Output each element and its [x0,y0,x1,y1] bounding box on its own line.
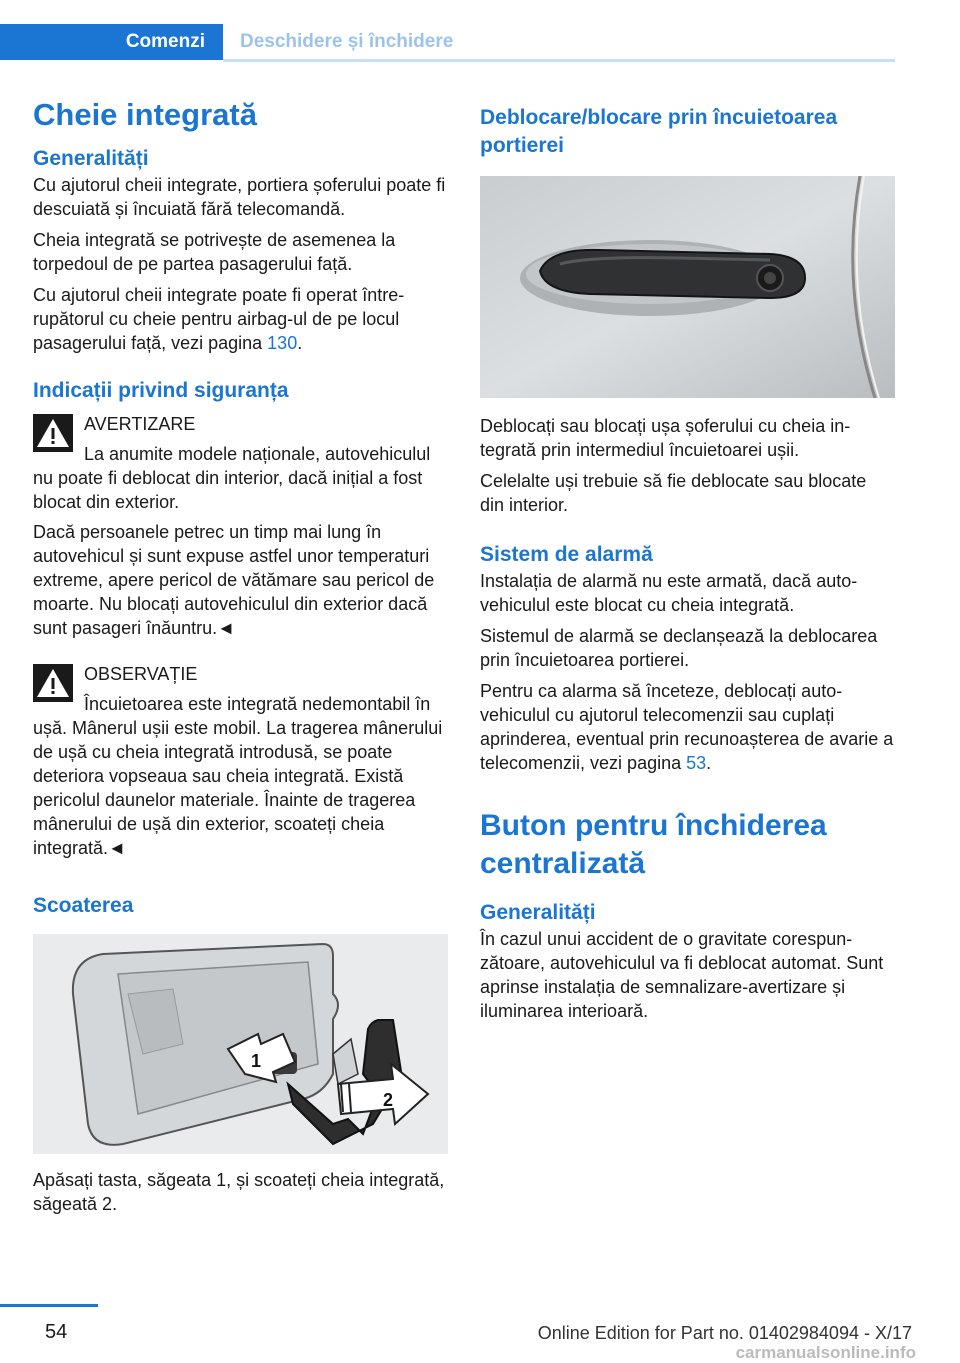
paragraph: Cu ajutorul cheii integrate poate fi operat întrerupătorul cu cheie pentru airbag-ul de pe locul pasagerului față, vezi pagina 130. [33,285,405,353]
left-column [33,96,448,1216]
page-number: 54 [45,1321,68,1343]
paragraph: Cheia integrată se potrivește de asemenea la torpedoul de pe partea pasagerului față. [33,230,396,274]
right-column [480,96,895,1023]
warning-text: La anumite modele naționale, autovehiculul nu poate fi deblocat din interior, dacă inițial a fost blocat din exterior. [33,444,431,512]
watermark: carmanualsonline.info [735,1343,916,1362]
note-text: Încuietoarea este integrată nedemontabil în ușă. Mânerul ușii este mobil. La tragerea mânerului de ușă cu cheia integrată introdusă, se poate deteriora vopseaua sau cheia integrată. Există pericolul daunelor materiale. Înainte de tragerea mânerului de ușă din exterior, scoateți cheia integrată.◄ [33,694,443,858]
warning-block [33,412,448,514]
heading-safety: Indicații privind siguranța [33,379,289,402]
door-handle-photo [480,176,895,398]
paragraph: Sistemul de alarmă se declanșează la deblocarea prin încuietoarea portierei. [480,626,878,670]
arrow-1-label: 1 [251,1051,262,1071]
paragraph: Instalația de alarmă nu este armată, dacă autovehiculul este blocat cu cheia integrată. [480,571,858,615]
heading-door-lock: Deblocare/blocare prin încuietoarea portierei [480,106,838,157]
paragraph: În cazul unui accident de o gravitate corespunzătoare, autovehiculul va fi deblocat automat. Sunt aprinse instalația de semnalizare-avertizare și iluminarea interioară. [480,929,884,1021]
heading-alarm: Sistem de alarmă [480,543,653,566]
tab-comenzi[interactable]: Comenzi [0,24,223,60]
note-label: OBSERVAȚIE [84,664,198,684]
warning-text: Dacă persoanele petrec un timp mai lung în autovehicul și sunt expuse astfel unor temperaturi extreme, apere pericol de vătămare sau pericol de moarte. Nu blocați autovehiculul din exterior dacă sunt pasageri înăuntru.◄ [33,522,435,638]
edition-note: Online Edition for Part no. 01402984094 - X/17 [537,1323,912,1343]
illustration-caption: Apăsați tasta, săgeata 1, și scoateți cheia integrată, săgeată 2. [33,1170,445,1214]
footer-rule [0,1304,98,1307]
paragraph: Celelalte uși trebuie să fie deblocate sau blocate din interior. [480,471,867,515]
note-block [33,662,448,860]
paragraph: Deblocați sau blocați ușa șoferului cu cheia integrată prin intermediul încuietoarei ușii. [480,416,851,460]
warning-icon [33,414,73,452]
tab-divider [223,59,895,62]
page-link-130[interactable]: 130 [267,333,298,353]
arrow-2-label: 2 [383,1090,394,1110]
heading-generalities: Generalități [480,901,596,924]
paragraph: Cu ajutorul cheii integrate, portiera șoferului poate fi descuiată și încuiată fără telecomandă. [33,175,446,219]
page-link-53[interactable]: 53 [686,753,707,773]
section-title-integrated-key: Cheie integrată [33,97,257,132]
key-removal-illustration [33,934,448,1154]
section-title-central-lock: Buton pentru închiderea centralizată [480,809,827,880]
tab-deschidere[interactable]: Deschidere și închidere [240,31,454,52]
paragraph: Pentru ca alarma să înceteze, deblocați autovehiculul cu ajutorul telecomenzii sau cuplați aprinderea, eventual prin recunoașterea de avarie a telecomenzii, vezi pagina 53. [480,681,894,773]
heading-generalities: Generalități [33,147,149,170]
caution-icon [33,664,73,702]
heading-removal: Scoaterea [33,894,134,917]
header-tabs [0,24,895,62]
warning-label: AVERTIZARE [84,414,196,434]
